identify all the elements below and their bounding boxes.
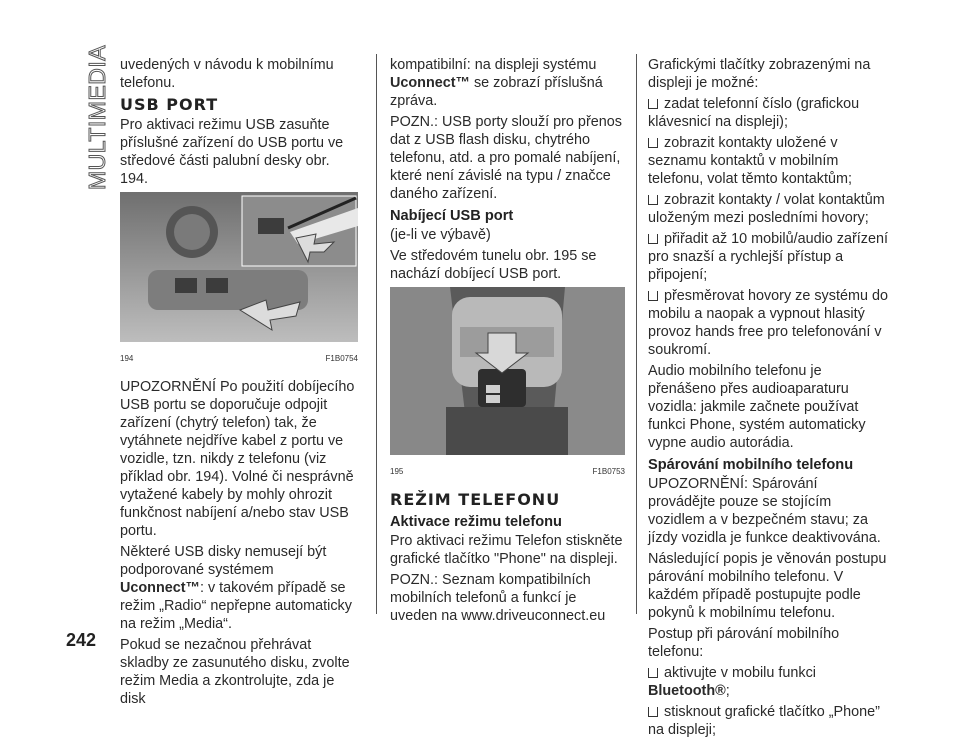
bullet-icon: [648, 234, 658, 244]
figure-194: [120, 192, 358, 368]
center-tunnel-usb-image: [390, 287, 625, 455]
bullet-icon: [648, 291, 658, 301]
figure-195: [390, 287, 625, 481]
paragraph-pair-start: Postup při párování mobilního telefonu:: [648, 626, 840, 660]
heading-activate-phone: Aktivace režimu telefonu: [390, 514, 562, 530]
figure-number: 195: [390, 467, 404, 476]
column-3: [648, 56, 888, 742]
paragraph-note: POZN.: USB porty slouží pro přenos dat z USB flash disku, chytrého telefonu, atd. a pro pomalé nabíjení, které není závislé na typu / značce daného zařízení.: [390, 114, 622, 202]
paragraph-activate: Pro aktivaci režimu Telefon stiskněte grafické tlačítko "Phone" na displeji.: [390, 533, 623, 567]
heading-phone-mode: REŽIM TELEFONU: [390, 490, 561, 509]
heading-usb-port: USB PORT: [120, 95, 219, 114]
column-1: [120, 56, 358, 711]
paragraph-audio: Audio mobilního telefonu je přenášeno přes audioaparaturu vozidla: jakmile začnete používat funkci Phone, systém automaticky vypne audio autorádia.: [648, 363, 866, 451]
paragraph-some-usb: Některé USB disky nemusejí být podporované systémem Uconnect™: v takovém případě se režim „Radio“ nepřepne automaticky na režim „Media“.: [120, 544, 352, 632]
paragraph-buttons: Grafickými tlačítky zobrazenými na displeji je možné:: [648, 57, 871, 91]
paragraph-compat: kompatibilní: na displeji systému Uconnect™ se zobrazí příslušná zpráva.: [390, 57, 603, 109]
paragraph-charge-sub: (je-li ve výbavě): [390, 227, 491, 243]
bullet-item: aktivujte v mobilu funkci Bluetooth®;: [648, 665, 816, 699]
bullet-icon: [648, 138, 658, 148]
bullet-icon: [648, 707, 658, 717]
paragraph-usb: Pro aktivaci režimu USB zasuňte příslušné zařízení do USB portu ve středové části palubní desky obr. 194.: [120, 117, 344, 187]
figure-code: F1B0754: [325, 354, 358, 363]
bullet-icon: [648, 99, 658, 109]
section-label: MULTIMEDIA: [84, 44, 110, 190]
usb-port-dashboard-image: [120, 192, 358, 342]
paragraph-play: Pokud se nezačnou přehrávat skladby ze zasunutého disku, zvolte režim Media a zkontrolujte, zda je disk: [120, 637, 350, 707]
bullet-item: zobrazit kontakty / volat kontaktům uloženým mezi posledními hovory;: [648, 192, 885, 226]
heading-charging-port: Nabíjecí USB port: [390, 208, 514, 224]
column-divider: [636, 54, 637, 614]
paragraph-compat-list: POZN.: Seznam kompatibilních mobilních telefonů a funkcí je uveden na www.driveuconnect.eu: [390, 572, 606, 624]
bullet-item: přiřadit až 10 mobilů/audio zařízení pro snazší a rychlejší přístup a připojení;: [648, 231, 888, 283]
bullet-item: zadat telefonní číslo (grafickou klávesnicí na displeji);: [648, 96, 860, 130]
heading-pairing: Spárování mobilního telefonu: [648, 457, 854, 473]
paragraph-warning: UPOZORNĚNÍ Po použití dobíjecího USB portu se doporučuje odpojit zařízení (chytrý telefon) tak, že vytáhnete nejdříve kabel z portu ve vozidle, tzn. nikdy z telefonu (viz příklad obr. 194). Volné či nesprávně vytažené kabely by mohly ohrozit funkčnost nabíjení a/nebo stav USB portu.: [120, 379, 355, 539]
paragraph-pair-desc: Následující popis je věnován postupu párování mobilního telefonu. V každém případě postupujte podle pokynů k mobilnímu telefonu.: [648, 551, 887, 621]
bullet-item: přesměrovat hovory ze systému do mobilu a naopak a vypnout hlasitý provoz hands free pro telefonování v soukromí.: [648, 288, 888, 358]
paragraph-pair-warning: UPOZORNĚNÍ: Spárování provádějte pouze se stojícím vozidlem a v bezpečném stavu; za jízdy vozidla je funkce deaktivována.: [648, 476, 881, 546]
column-divider: [376, 54, 377, 614]
paragraph-charge: Ve středovém tunelu obr. 195 se nachází dobíjecí USB port.: [390, 248, 597, 282]
figure-number: 194: [120, 354, 134, 363]
bullet-icon: [648, 195, 658, 205]
bullet-item: stisknout grafické tlačítko „Phone” na displeji;: [648, 704, 880, 738]
column-2: [390, 56, 625, 628]
page-number: 242: [66, 630, 97, 650]
bullet-icon: [648, 668, 658, 678]
figure-code: F1B0753: [592, 467, 625, 476]
paragraph-intro: uvedených v návodu k mobilnímu telefonu.: [120, 57, 334, 91]
bullet-item: zobrazit kontakty uložené v seznamu kontaktů v mobilním telefonu, volat těmto kontaktům;: [648, 135, 852, 187]
